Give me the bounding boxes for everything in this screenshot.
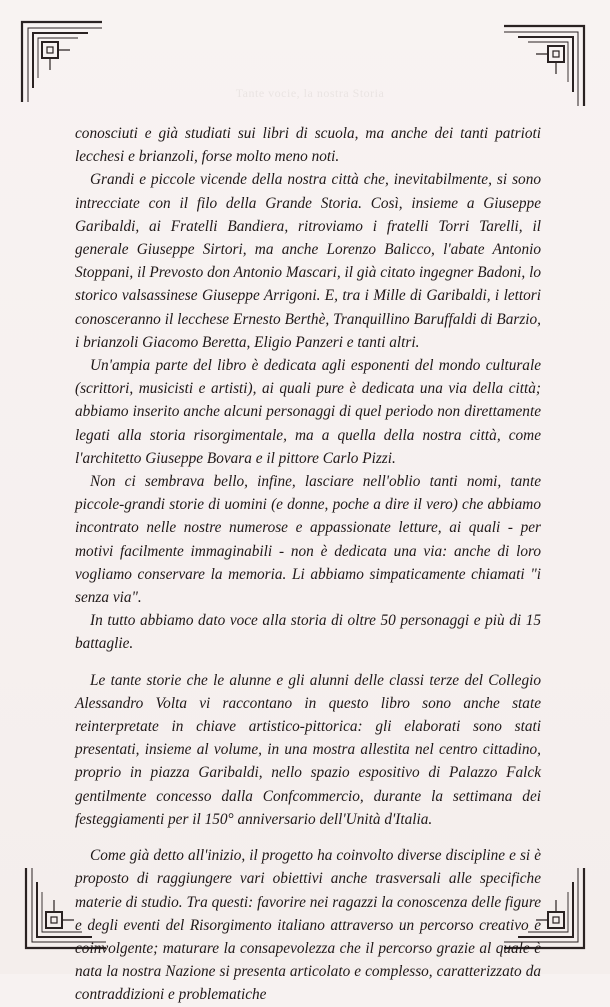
paragraph: Un'ampia parte del libro è dedicata agli esponenti del mondo culturale (scrittori, musicisti e artisti), ai quali pure è dedicata una via della città; abbiamo inserito anche alcuni personaggi di quel periodo non direttamente legati alla storia risorgimentale, ma a quella della nostra città, come l'architetto Giuseppe Bovara e il pittore Carlo Pizzi. (75, 357, 541, 467)
paragraph: conosciuti e già studiati sui libri di scuola, ma anche dei tanti patrioti lecchesi e brianzoli, forse molto meno noti. (75, 125, 541, 166)
body-text (75, 122, 541, 1007)
paragraph: Grandi e piccole vicende della nostra città che, inevitabilmente, si sono intrecciate con il filo della Grande Storia. Così, insieme a Giuseppe Garibaldi, ai Fratelli Bandiera, ritroviamo i fratelli Torri Tarelli, il generale Giuseppe Sirtori, ma anche Lorenzo Balicco, l'abate Antonio Stoppani, il Prevosto don Antonio Mascari, il già citato ingegner Badoni, lo storico valsassinese Giuseppe Arrigoni. E, tra i Mille di Garibaldi, i lettori conosceranno il lecchese Ernesto Berthè, Tranquillino Baruffaldi di Barzio, i brianzoli Giacomo Beretta, Eligio Panzeri e tanti altri. (75, 171, 541, 351)
paragraph: Non ci sembrava bello, infine, lasciare nell'oblio tanti nomi, tante piccole-grandi storie di uomini (e donne, poche a dire il vero) che abbiamo incontrato nelle nostre numerose e appassionate letture, ai quali - per motivi facilmente immaginabili - non è dedicata una via: anche di loro vogliamo conservare la memoria. Li abbiamo simpaticamente chiamati "i senza via". (75, 473, 541, 607)
paragraph: Come già detto all'inizio, il progetto ha coinvolto diverse discipline e si è proposto di raggiungere vari obiettivi anche trasversali alle specifiche materie di studio. Tra questi: favorire nei ragazzi la conoscenza delle figure e degli eventi del Risorgimento italiano attraverso un percorso creativo e coinvolgente; maturare la consapevolezza che il percorso grazie al quale è nata la nostra Nazione si presenta articolato e complesso, caratterizzato da contraddizioni e problematiche (75, 847, 541, 1004)
bleed-through-text: Tante vocie, la nostra Storia (235, 86, 385, 100)
paragraph: In tutto abbiamo dato voce alla storia di oltre 50 personaggi e più di 15 battaglie. (75, 612, 541, 653)
paragraph: Le tante storie che le alunne e gli alunni delle classi terze del Collegio Alessandro Volta vi raccontano in questo libro sono anche state reinterpretate in chiave artistico-pittorica: gli elaborati sono stati presentati, insieme al volume, in una mostra allestita nel centro cittadino, proprio in piazza Garibaldi, nello spazio espositivo di Palazzo Falck gentilmente concesso dalla Confcommercio, durante la settimana dei festeggiamenti per il 150° anniversario dell'Unità d'Italia. (75, 671, 541, 828)
corner-ornament-icon (502, 22, 588, 108)
corner-ornament-icon (18, 18, 104, 104)
